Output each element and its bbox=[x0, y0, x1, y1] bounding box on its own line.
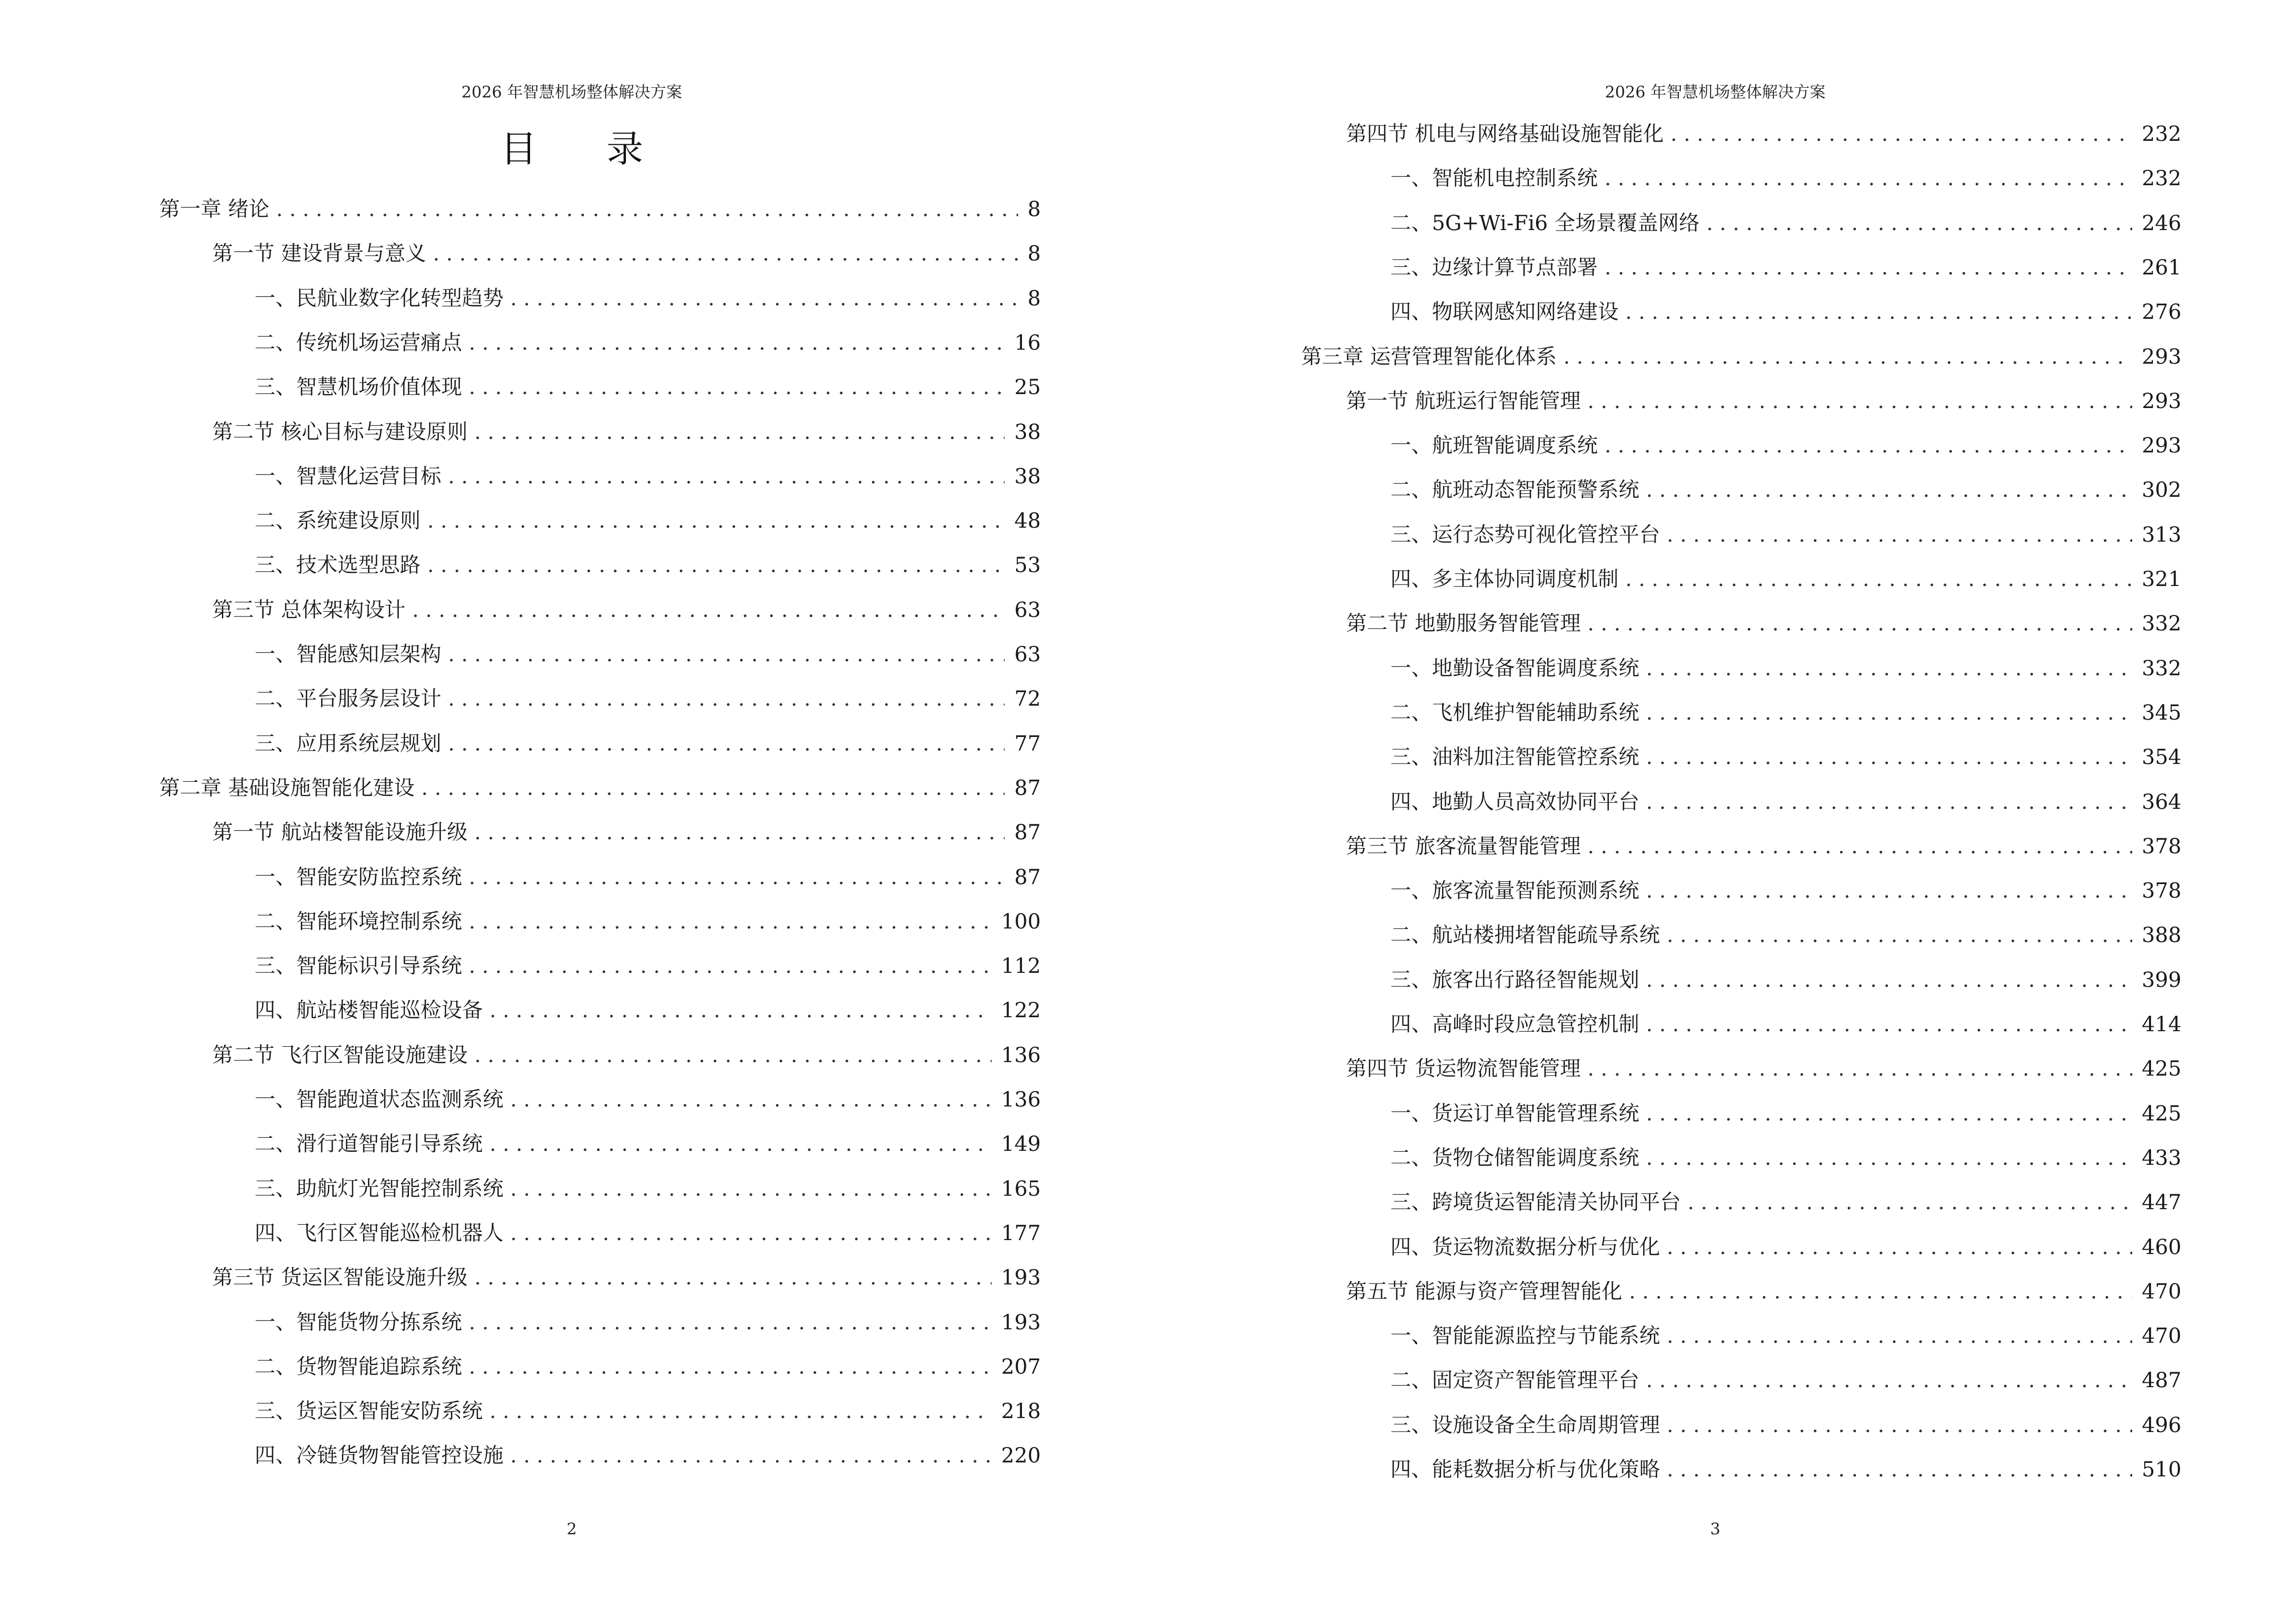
dot-leader bbox=[1688, 1188, 2132, 1217]
toc-entry[interactable] bbox=[1390, 1233, 2181, 1262]
toc-entry-title: 二、传统机场运营痛点 bbox=[255, 330, 462, 355]
toc-entry-title: 一、航班智能调度系统 bbox=[1390, 434, 1598, 458]
toc-entry-title: 第三节 总体架构设计 bbox=[212, 598, 406, 622]
toc-entry[interactable] bbox=[1390, 788, 2181, 817]
toc-entry[interactable] bbox=[212, 239, 1041, 268]
dot-leader bbox=[448, 729, 1005, 758]
toc-entry-title: 三、技术选型思路 bbox=[255, 553, 421, 578]
toc-entry[interactable] bbox=[255, 551, 1041, 580]
toc-entry[interactable] bbox=[1390, 1411, 2181, 1440]
toc-entry-title: 二、5G+Wi-Fi6 全场景覆盖网络 bbox=[1390, 211, 1700, 235]
toc-entry[interactable] bbox=[255, 1219, 1041, 1248]
toc-entry[interactable] bbox=[255, 1397, 1041, 1426]
toc-entry-title: 四、多主体协同调度机制 bbox=[1390, 567, 1619, 591]
toc-entry[interactable] bbox=[1390, 743, 2181, 772]
toc-entry-page: 87 bbox=[1014, 820, 1041, 845]
toc-entry[interactable] bbox=[1390, 565, 2181, 594]
toc-entry[interactable] bbox=[1390, 1366, 2181, 1395]
toc-entry-page: 48 bbox=[1014, 509, 1041, 533]
toc-entry-title: 三、旅客出行路径智能规划 bbox=[1390, 968, 1639, 992]
dot-leader bbox=[490, 996, 992, 1025]
dot-leader bbox=[1646, 1010, 2132, 1039]
toc-entry[interactable] bbox=[1346, 387, 2181, 416]
toc-entry-title: 一、智能机电控制系统 bbox=[1390, 166, 1598, 191]
toc-entry[interactable] bbox=[255, 729, 1041, 758]
right-page bbox=[1144, 0, 2287, 1624]
toc-entry-title: 三、油料加注智能管控系统 bbox=[1390, 745, 1639, 770]
toc-entry-page: 345 bbox=[2141, 700, 2181, 725]
toc-entry-title: 第二章 基础设施智能化建设 bbox=[159, 776, 415, 800]
toc-entry[interactable] bbox=[255, 328, 1041, 357]
toc-entry-page: 425 bbox=[2141, 1101, 2181, 1126]
toc-entry-title: 三、货运区智能安防系统 bbox=[255, 1399, 483, 1424]
toc-entry-page: 72 bbox=[1014, 687, 1041, 711]
toc-entry[interactable] bbox=[1390, 654, 2181, 683]
toc-entry-title: 二、系统建设原则 bbox=[255, 509, 421, 533]
toc-entry[interactable] bbox=[212, 1263, 1041, 1292]
dot-leader bbox=[510, 1219, 992, 1248]
dot-leader bbox=[469, 952, 992, 981]
toc-entry[interactable] bbox=[255, 684, 1041, 713]
dot-leader bbox=[1667, 921, 2132, 950]
toc-entry-title: 一、智慧化运营目标 bbox=[255, 464, 441, 489]
toc-entry-page: 232 bbox=[2141, 122, 2181, 146]
dot-leader bbox=[1646, 966, 2132, 995]
toc-entry[interactable] bbox=[1390, 1144, 2181, 1173]
toc-entry-page: 100 bbox=[1001, 909, 1041, 934]
dot-leader bbox=[448, 684, 1005, 713]
dot-leader bbox=[1667, 1455, 2132, 1484]
toc-entry-page: 388 bbox=[2141, 923, 2181, 948]
toc-entry-title: 一、智能货物分拣系统 bbox=[255, 1310, 462, 1335]
dot-leader bbox=[1706, 209, 2132, 238]
toc-entry[interactable] bbox=[255, 1352, 1041, 1381]
toc-entry-page: 354 bbox=[2141, 745, 2181, 770]
toc-entry[interactable] bbox=[212, 596, 1041, 625]
toc-entry-page: 246 bbox=[2141, 211, 2181, 235]
toc-entry-page: 293 bbox=[2141, 434, 2181, 458]
toc-entry-title: 三、运行态势可视化管控平台 bbox=[1390, 522, 1660, 547]
toc-entry[interactable] bbox=[1390, 520, 2181, 549]
dot-leader bbox=[510, 1441, 992, 1470]
toc-entry-page: 313 bbox=[2141, 522, 2181, 547]
toc-entry[interactable] bbox=[1346, 1277, 2181, 1306]
toc-entry-title: 第一节 航班运行智能管理 bbox=[1346, 389, 1581, 413]
toc-entry-title: 四、航站楼智能巡检设备 bbox=[255, 998, 483, 1023]
toc-entry-title: 一、民航业数字化转型趋势 bbox=[255, 286, 504, 311]
toc-entry[interactable] bbox=[255, 907, 1041, 936]
toc-entry[interactable] bbox=[255, 284, 1041, 313]
toc-entry[interactable] bbox=[1346, 609, 2181, 638]
dot-leader bbox=[1646, 1144, 2132, 1173]
toc-entry[interactable] bbox=[255, 952, 1041, 981]
toc-entry-title: 三、设施设备全生命周期管理 bbox=[1390, 1413, 1660, 1437]
dot-leader bbox=[490, 1130, 992, 1159]
toc-entry-title: 二、滑行道智能引导系统 bbox=[255, 1132, 483, 1157]
toc-entry-page: 177 bbox=[1001, 1221, 1041, 1245]
dot-leader bbox=[427, 506, 1005, 535]
toc-entry-page: 470 bbox=[2141, 1324, 2181, 1349]
toc-entry-title: 四、冷链货物智能管控设施 bbox=[255, 1444, 504, 1468]
toc-entry-page: 149 bbox=[1001, 1132, 1041, 1157]
toc-entry-title: 二、飞机维护智能辅助系统 bbox=[1390, 700, 1639, 725]
toc-entry[interactable] bbox=[255, 1130, 1041, 1159]
toc-entry[interactable] bbox=[1390, 476, 2181, 505]
toc-entry-page: 460 bbox=[2141, 1235, 2181, 1259]
toc-entry-title: 三、智能标识引导系统 bbox=[255, 954, 462, 979]
toc-entry-page: 8 bbox=[1027, 242, 1041, 266]
toc-entry-title: 四、能耗数据分析与优化策略 bbox=[1390, 1458, 1660, 1482]
toc-entry[interactable] bbox=[159, 195, 1041, 224]
toc-entry-page: 220 bbox=[1001, 1444, 1041, 1468]
toc-entry-title: 四、货运物流数据分析与优化 bbox=[1390, 1235, 1660, 1259]
toc-entry-title: 第五节 能源与资产管理智能化 bbox=[1346, 1279, 1622, 1304]
page-number: 2 bbox=[567, 1519, 577, 1538]
toc-entry-title: 一、智能跑道状态监测系统 bbox=[255, 1088, 504, 1112]
dot-leader bbox=[1588, 609, 2132, 638]
toc-entry[interactable] bbox=[159, 774, 1041, 803]
dot-leader bbox=[469, 863, 1005, 892]
dot-leader bbox=[510, 1085, 992, 1114]
toc-title: 目 录 bbox=[500, 127, 672, 170]
toc-entry-page: 470 bbox=[2141, 1279, 2181, 1304]
toc-entry-page: 293 bbox=[2141, 389, 2181, 413]
toc-entry-page: 332 bbox=[2141, 656, 2181, 681]
toc-entry[interactable] bbox=[1390, 253, 2181, 282]
toc-entry-title: 一、地勤设备智能调度系统 bbox=[1390, 656, 1639, 681]
dot-leader bbox=[510, 1174, 992, 1203]
dot-leader bbox=[475, 418, 1005, 447]
toc-entry[interactable] bbox=[1346, 1054, 2181, 1083]
dot-leader bbox=[1625, 298, 2132, 327]
toc-entry-page: 378 bbox=[2141, 834, 2181, 859]
toc-entry-page: 16 bbox=[1014, 330, 1041, 355]
dot-leader bbox=[1667, 1411, 2132, 1440]
dot-leader bbox=[448, 462, 1005, 491]
dot-leader bbox=[412, 596, 1005, 625]
toc-entry-title: 第二节 飞行区智能设施建设 bbox=[212, 1043, 468, 1067]
toc-entry-page: 122 bbox=[1001, 998, 1041, 1023]
toc-entry[interactable] bbox=[255, 640, 1041, 669]
toc-entry-page: 302 bbox=[2141, 478, 2181, 503]
toc-entry[interactable] bbox=[1390, 1188, 2181, 1217]
dot-leader bbox=[475, 1041, 992, 1070]
toc-entry-title: 二、固定资产智能管理平台 bbox=[1390, 1368, 1639, 1393]
toc-entry-title: 四、飞行区智能巡检机器人 bbox=[255, 1221, 504, 1245]
toc-entry-title: 第二节 地勤服务智能管理 bbox=[1346, 612, 1581, 636]
toc-entry-page: 496 bbox=[2141, 1413, 2181, 1437]
toc-entry-title: 第一节 航站楼智能设施升级 bbox=[212, 820, 468, 845]
dot-leader bbox=[276, 195, 1018, 224]
toc-entry-page: 53 bbox=[1014, 553, 1041, 578]
toc-entry-title: 一、旅客流量智能预测系统 bbox=[1390, 879, 1639, 903]
toc-entry[interactable] bbox=[255, 1441, 1041, 1470]
toc-entry-title: 三、助航灯光智能控制系统 bbox=[255, 1176, 504, 1201]
dot-leader bbox=[469, 907, 992, 936]
toc-entry[interactable] bbox=[255, 373, 1041, 402]
toc-entry-title: 第四节 机电与网络基础设施智能化 bbox=[1346, 122, 1664, 146]
toc-entry-title: 第一章 绪论 bbox=[159, 197, 270, 221]
dot-leader bbox=[1588, 1054, 2132, 1083]
toc-entry-page: 364 bbox=[2141, 790, 2181, 814]
toc-entry-page: 399 bbox=[2141, 968, 2181, 992]
toc-entry-title: 二、货物仓储智能调度系统 bbox=[1390, 1146, 1639, 1170]
dot-leader bbox=[422, 774, 1005, 803]
toc-entry-page: 193 bbox=[1001, 1310, 1041, 1335]
toc-entry-title: 四、物联网感知网络建设 bbox=[1390, 300, 1619, 325]
toc-entry-page: 425 bbox=[2141, 1057, 2181, 1081]
toc-entry-page: 193 bbox=[1001, 1266, 1041, 1290]
dot-leader bbox=[1667, 1322, 2132, 1351]
toc-entry[interactable] bbox=[1346, 832, 2181, 861]
toc-entry[interactable] bbox=[1390, 209, 2181, 238]
toc-entry-page: 321 bbox=[2141, 567, 2181, 591]
dot-leader bbox=[469, 328, 1005, 357]
toc-entry-title: 三、跨境货运智能清关协同平台 bbox=[1390, 1190, 1681, 1215]
toc-entry[interactable] bbox=[255, 462, 1041, 491]
toc-entry[interactable] bbox=[255, 863, 1041, 892]
dot-leader bbox=[448, 640, 1005, 669]
toc-entry-title: 一、智能能源监控与节能系统 bbox=[1390, 1324, 1660, 1349]
toc-entry-title: 第三节 旅客流量智能管理 bbox=[1346, 834, 1581, 859]
toc-entry-page: 276 bbox=[2141, 300, 2181, 325]
toc-entry-title: 第三章 运营管理智能化体系 bbox=[1301, 344, 1557, 369]
toc-entry-title: 二、智能环境控制系统 bbox=[255, 909, 462, 934]
toc-entry-title: 第三节 货运区智能设施升级 bbox=[212, 1266, 468, 1290]
toc-entry-title: 第二节 核心目标与建设原则 bbox=[212, 420, 468, 444]
dot-leader bbox=[1605, 253, 2132, 282]
dot-leader bbox=[1629, 1277, 2132, 1306]
toc-entry-title: 一、货运订单智能管理系统 bbox=[1390, 1101, 1639, 1126]
toc-entry-title: 第四节 货运物流智能管理 bbox=[1346, 1057, 1581, 1081]
toc-entry-page: 87 bbox=[1014, 865, 1041, 889]
dot-leader bbox=[1605, 431, 2132, 460]
toc-entry-page: 232 bbox=[2141, 166, 2181, 191]
dot-leader bbox=[1646, 698, 2132, 727]
toc-entry-title: 第一节 建设背景与意义 bbox=[212, 242, 426, 266]
toc-entry[interactable] bbox=[255, 1174, 1041, 1203]
dot-leader bbox=[1671, 120, 2132, 149]
dot-leader bbox=[1646, 788, 2132, 817]
toc-entry-page: 63 bbox=[1014, 642, 1041, 667]
toc-entry-page: 510 bbox=[2141, 1458, 2181, 1482]
toc-entry-page: 447 bbox=[2141, 1190, 2181, 1215]
toc-entry[interactable] bbox=[1390, 164, 2181, 193]
toc-entry-title: 二、平台服务层设计 bbox=[255, 687, 441, 711]
toc-entry[interactable] bbox=[1390, 966, 2181, 995]
toc-entry[interactable] bbox=[212, 818, 1041, 847]
toc-entry-page: 38 bbox=[1014, 464, 1041, 489]
dot-leader bbox=[1625, 565, 2132, 594]
dot-leader bbox=[1646, 876, 2132, 905]
toc-entry-page: 332 bbox=[2141, 612, 2181, 636]
toc-entry[interactable] bbox=[255, 1308, 1041, 1337]
toc-entry[interactable] bbox=[1390, 1322, 2181, 1351]
dot-leader bbox=[1646, 476, 2132, 505]
running-header: 2026 年智慧机场整体解决方案 bbox=[1605, 82, 1826, 101]
dot-leader bbox=[1588, 387, 2132, 416]
toc-entry-page: 112 bbox=[1001, 954, 1041, 979]
toc-entry[interactable] bbox=[255, 506, 1041, 535]
dot-leader bbox=[1605, 164, 2132, 193]
dot-leader bbox=[1667, 520, 2132, 549]
toc-entry[interactable] bbox=[212, 418, 1041, 447]
toc-entry-title: 二、航班动态智能预警系统 bbox=[1390, 478, 1639, 503]
toc-entry[interactable] bbox=[1390, 431, 2181, 460]
toc-entry[interactable] bbox=[1390, 1099, 2181, 1128]
toc-entry[interactable] bbox=[1390, 1010, 2181, 1039]
toc-entry-title: 三、应用系统层规划 bbox=[255, 731, 441, 756]
toc-entry[interactable] bbox=[255, 1085, 1041, 1114]
toc-entry-page: 77 bbox=[1014, 731, 1041, 756]
toc-entry-page: 414 bbox=[2141, 1012, 2181, 1037]
toc-entry-page: 136 bbox=[1001, 1088, 1041, 1112]
toc-entry[interactable] bbox=[1301, 342, 2181, 371]
dot-leader bbox=[469, 373, 1005, 402]
dot-leader bbox=[469, 1352, 992, 1381]
dot-leader bbox=[475, 1263, 992, 1292]
toc-entry-page: 136 bbox=[1001, 1043, 1041, 1067]
toc-entry-page: 87 bbox=[1014, 776, 1041, 800]
toc-entry-page: 293 bbox=[2141, 344, 2181, 369]
dot-leader bbox=[1646, 654, 2132, 683]
toc-entry[interactable] bbox=[1390, 698, 2181, 727]
toc-entry-title: 一、智能感知层架构 bbox=[255, 642, 441, 667]
toc-entry-page: 378 bbox=[2141, 879, 2181, 903]
toc-entry-title: 二、货物智能追踪系统 bbox=[255, 1354, 462, 1379]
toc-entry-page: 38 bbox=[1014, 420, 1041, 444]
toc-entry[interactable] bbox=[1390, 1455, 2181, 1484]
page-number: 3 bbox=[1710, 1519, 1720, 1538]
toc-entry-title: 二、航站楼拥堵智能疏导系统 bbox=[1390, 923, 1660, 948]
toc-entry[interactable] bbox=[1346, 120, 2181, 149]
dot-leader bbox=[510, 284, 1018, 313]
toc-entry-page: 63 bbox=[1014, 598, 1041, 622]
dot-leader bbox=[1667, 1233, 2132, 1262]
running-header: 2026 年智慧机场整体解决方案 bbox=[461, 82, 682, 101]
toc-entry-page: 8 bbox=[1027, 197, 1041, 221]
dot-leader bbox=[433, 239, 1018, 268]
dot-leader bbox=[475, 818, 1005, 847]
toc-entry-title: 三、边缘计算节点部署 bbox=[1390, 255, 1598, 280]
toc-entry-page: 25 bbox=[1014, 375, 1041, 400]
dot-leader bbox=[1588, 832, 2132, 861]
toc-entry-page: 207 bbox=[1001, 1354, 1041, 1379]
dot-leader bbox=[1646, 743, 2132, 772]
dot-leader bbox=[1646, 1099, 2132, 1128]
toc-entry-page: 165 bbox=[1001, 1176, 1041, 1201]
toc-entry-title: 三、智慧机场价值体现 bbox=[255, 375, 462, 400]
toc-entry-title: 一、智能安防监控系统 bbox=[255, 865, 462, 889]
toc-entry[interactable] bbox=[1390, 921, 2181, 950]
dot-leader bbox=[427, 551, 1005, 580]
toc-entry-title: 四、地勤人员高效协同平台 bbox=[1390, 790, 1639, 814]
toc-entry[interactable] bbox=[1390, 298, 2181, 327]
toc-entry[interactable] bbox=[255, 996, 1041, 1025]
toc-entry-page: 261 bbox=[2141, 255, 2181, 280]
dot-leader bbox=[469, 1308, 992, 1337]
toc-entry-page: 487 bbox=[2141, 1368, 2181, 1393]
toc-entry-page: 433 bbox=[2141, 1146, 2181, 1170]
dot-leader bbox=[1646, 1366, 2132, 1395]
toc-entry[interactable] bbox=[212, 1041, 1041, 1070]
toc-entry[interactable] bbox=[1390, 876, 2181, 905]
toc-entry-title: 四、高峰时段应急管控机制 bbox=[1390, 1012, 1639, 1037]
dot-leader bbox=[1564, 342, 2132, 371]
toc-entry-page: 8 bbox=[1027, 286, 1041, 311]
toc-entry-page: 218 bbox=[1001, 1399, 1041, 1424]
dot-leader bbox=[490, 1397, 992, 1426]
